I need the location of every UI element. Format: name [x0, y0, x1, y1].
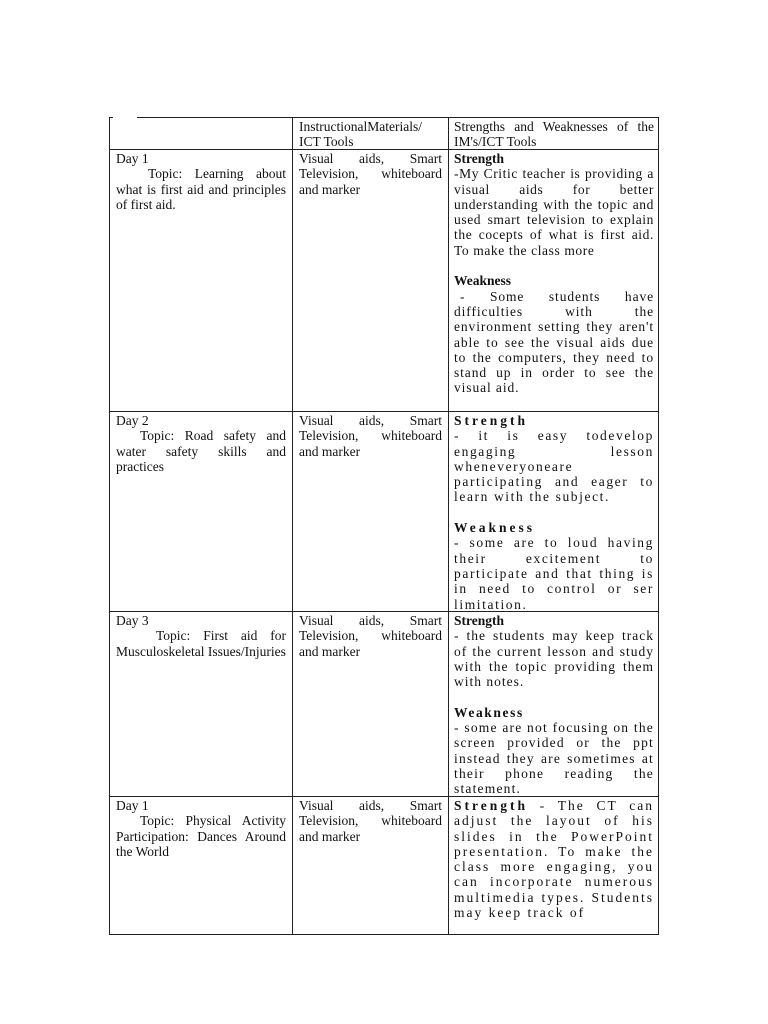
topic-text: Topic: Physical Activity Participation: Dances Around the World [116, 813, 286, 859]
day-cell [110, 612, 293, 796]
strength-text: - The CT can adjust the layout of his slides in the PowerPoint presentation. To make the class more engaging, you can incorporate numerous multimedia types. Students may keep track of [454, 798, 654, 921]
topic-text: Topic: Road safety and water safety skills and practices [116, 428, 286, 474]
strength-text: - it is easy todevelop engaging lesson wheneveryoneare participating and eager to learn with the subject. [454, 428, 654, 505]
day-cell [110, 797, 293, 934]
strengths-weaknesses-cell [449, 150, 658, 411]
reflection-table [109, 117, 659, 935]
materials-cell: Visual aids, Smart Television, whiteboard and marker [293, 412, 449, 611]
strength-text: - the students may keep track of the current lesson and study with the topic providing them with notes. [454, 628, 654, 690]
day-label: Day 2 [116, 413, 149, 428]
table-row [110, 611, 658, 796]
materials-cell: Visual aids, Smart Television, whiteboard and marker [293, 150, 449, 411]
strength-label: Strength [454, 151, 505, 166]
header-cell-strengths-weaknesses: Strengths and Weaknesses of the IM's/ICT Tools [449, 117, 658, 149]
header-border-fragment [110, 117, 113, 118]
weakness-label: Weakness [454, 520, 536, 536]
table-row [110, 796, 658, 934]
strength-label: Strength [454, 413, 529, 428]
weakness-text: - some are to loud having their excitement to participate and that thing is in need to control or ser limitation. [454, 535, 654, 611]
header-cell-materials: InstructionalMaterials/ ICT Tools [293, 117, 449, 149]
weakness-text: - some are not focusing on the screen provided or the ppt instead they are sometimes at their phone reading the statement. [454, 720, 654, 796]
strengths-weaknesses-cell [449, 412, 658, 611]
day-label: Day 1 [116, 151, 149, 166]
weakness-text: - Some students have difficulties with the environment setting they aren't able to see the visual aids due to the computers, they need to stand up in order to see the visual aid. [454, 288, 654, 396]
day-label: Day 3 [116, 613, 149, 628]
header-border-segment [137, 117, 293, 118]
day-cell [110, 412, 293, 611]
materials-cell: Visual aids, Smart Television, whiteboard and marker [293, 797, 449, 934]
strength-label: Strength [454, 613, 505, 628]
strengths-weaknesses-cell [449, 612, 658, 796]
weakness-label: Weakness [454, 273, 512, 289]
strength-label: Strength [454, 798, 529, 813]
strength-text: -My Critic teacher is providing a visual aids for better understanding with the topic and used smart television to explain the cocepts of what is first aid. To make the class more [454, 166, 654, 258]
table-header-row [110, 117, 658, 149]
day-label: Day 1 [116, 798, 149, 813]
topic-text: Topic: Learning about what is first aid and principles of first aid. [116, 166, 286, 212]
header-cell-blank [110, 117, 293, 149]
topic-text: Topic: First aid for Musculoskeletal Issues/Injuries [116, 628, 286, 659]
day-cell [110, 150, 293, 411]
materials-cell: Visual aids, Smart Television, whiteboard and marker [293, 612, 449, 796]
weakness-label: Weakness [454, 704, 524, 720]
strength-paragraph [454, 798, 654, 920]
table-row [110, 411, 658, 611]
strengths-weaknesses-cell [449, 797, 658, 934]
table-row [110, 149, 658, 411]
